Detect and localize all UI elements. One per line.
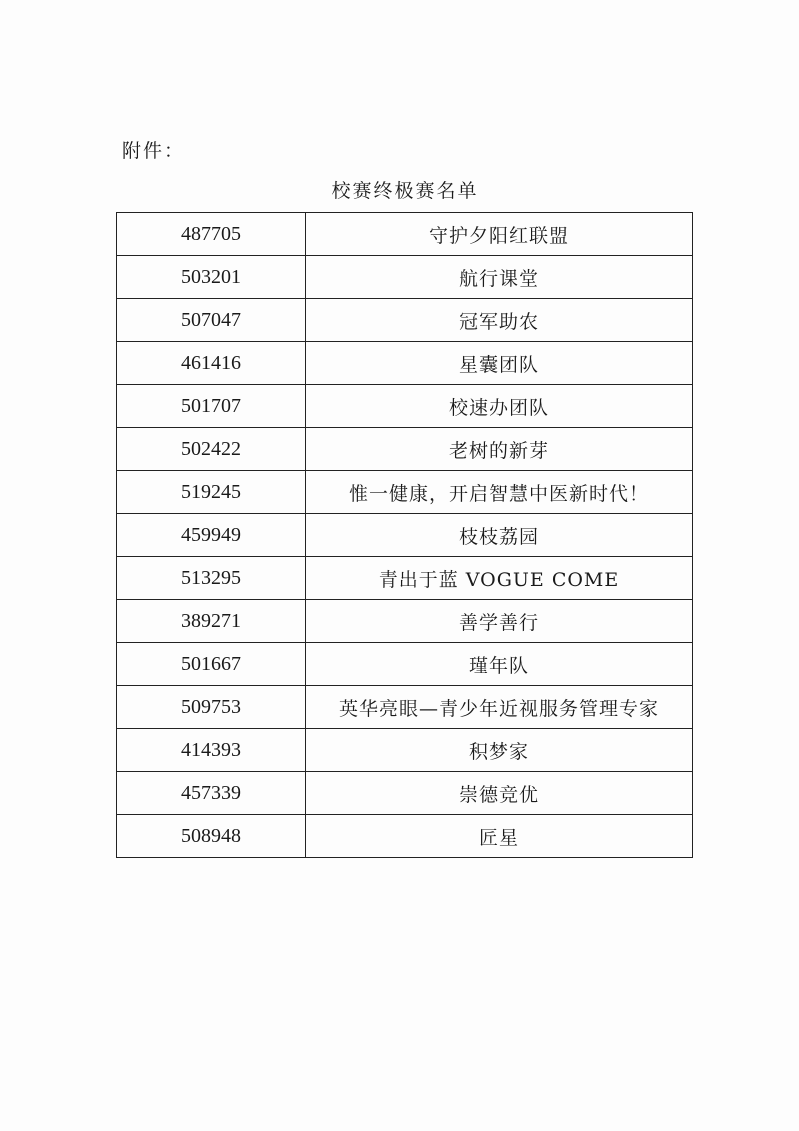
table-row — [117, 514, 693, 557]
table-row — [117, 299, 693, 342]
team-id-cell: 513295 — [117, 557, 306, 600]
table-row — [117, 471, 693, 514]
team-name-cell: 善学善行 — [306, 600, 693, 643]
table-row — [117, 342, 693, 385]
table-row — [117, 428, 693, 471]
team-name-cell: 崇德竞优 — [306, 772, 693, 815]
team-id-cell: 519245 — [117, 471, 306, 514]
table-row — [117, 772, 693, 815]
table-row — [117, 815, 693, 858]
team-name-cell: 匠星 — [306, 815, 693, 858]
finalist-table — [116, 212, 693, 858]
team-id-cell: 507047 — [117, 299, 306, 342]
table-row — [117, 600, 693, 643]
team-id-cell: 508948 — [117, 815, 306, 858]
team-name-cell: 守护夕阳红联盟 — [306, 213, 693, 256]
team-name-cell: 惟一健康，开启智慧中医新时代！ — [306, 471, 693, 514]
table-row — [117, 729, 693, 772]
team-id-cell: 501707 — [117, 385, 306, 428]
team-id-cell: 487705 — [117, 213, 306, 256]
team-id-cell: 457339 — [117, 772, 306, 815]
team-id-cell: 501667 — [117, 643, 306, 686]
team-id-cell: 389271 — [117, 600, 306, 643]
team-name-cell: 航行课堂 — [306, 256, 693, 299]
team-name-cell: 枝枝荔园 — [306, 514, 693, 557]
table-row — [117, 643, 693, 686]
team-id-cell: 502422 — [117, 428, 306, 471]
team-name-cell: 青出于蓝 VOGUE COME — [306, 557, 693, 600]
team-name-cell: 积梦家 — [306, 729, 693, 772]
table-row — [117, 213, 693, 256]
team-name-cell: 老树的新芽 — [306, 428, 693, 471]
table-row — [117, 385, 693, 428]
team-id-cell: 414393 — [117, 729, 306, 772]
team-name-cell: 瑾年队 — [306, 643, 693, 686]
team-id-cell: 509753 — [117, 686, 306, 729]
team-name-cell: 星囊团队 — [306, 342, 693, 385]
team-name-cell: 冠军助农 — [306, 299, 693, 342]
table-row — [117, 686, 693, 729]
team-id-cell: 503201 — [117, 256, 306, 299]
table-row — [117, 557, 693, 600]
team-name-cell: 校速办团队 — [306, 385, 693, 428]
attachment-label: 附件： — [122, 140, 186, 162]
team-name-cell: 英华亮眼—青少年近视服务管理专家 — [306, 686, 693, 729]
document-title: 校赛终极赛名单 — [331, 180, 479, 202]
team-id-cell: 461416 — [117, 342, 306, 385]
table-row — [117, 256, 693, 299]
team-id-cell: 459949 — [117, 514, 306, 557]
finalist-table-body — [117, 213, 693, 858]
